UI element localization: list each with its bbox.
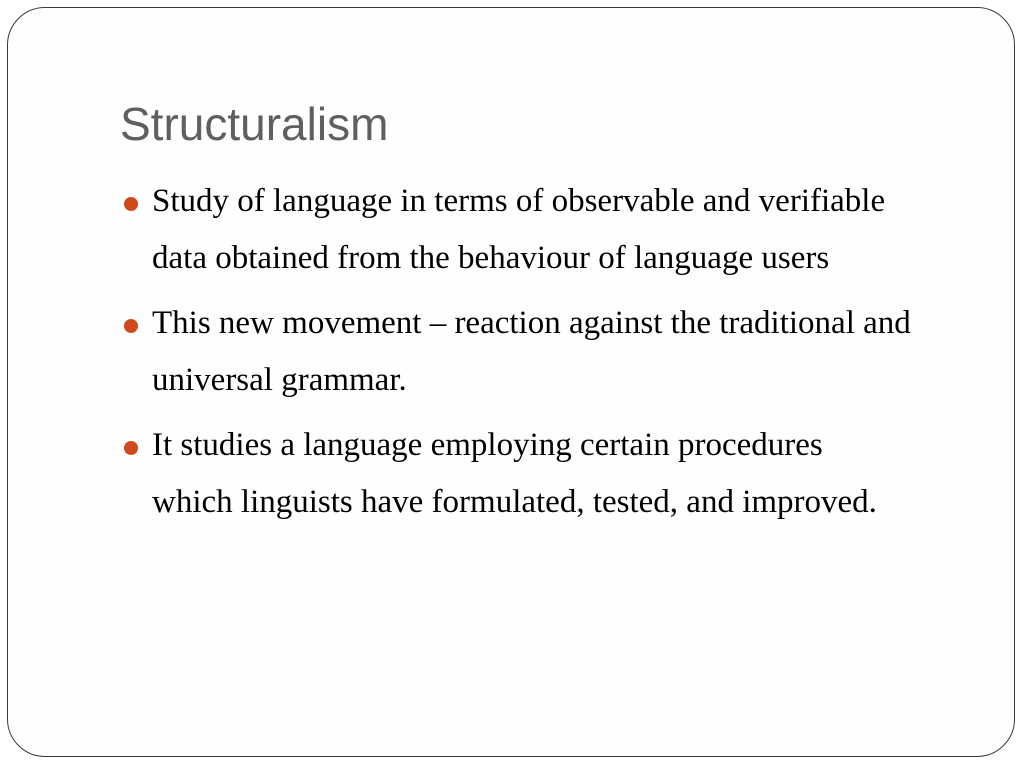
bullet-text: Study of language in terms of observable and verifiable data obtained from the behaviour of language users [152,183,886,276]
bullet-text: This new movement – reaction against the traditional and universal grammar. [152,305,911,398]
slide-title: Structuralism [120,98,389,150]
bullet-text: It studies a language employing certain procedures which linguists have formulated, tested, and improved. [152,427,877,520]
bullet-dot-icon [124,197,138,211]
bullet-item [121,173,911,287]
bullet-item [121,295,911,409]
bullet-item [121,417,911,531]
bullet-dot-icon [124,441,138,455]
bullet-dot-icon [124,319,138,333]
slide-frame [7,7,1015,757]
bullet-list [121,173,911,539]
